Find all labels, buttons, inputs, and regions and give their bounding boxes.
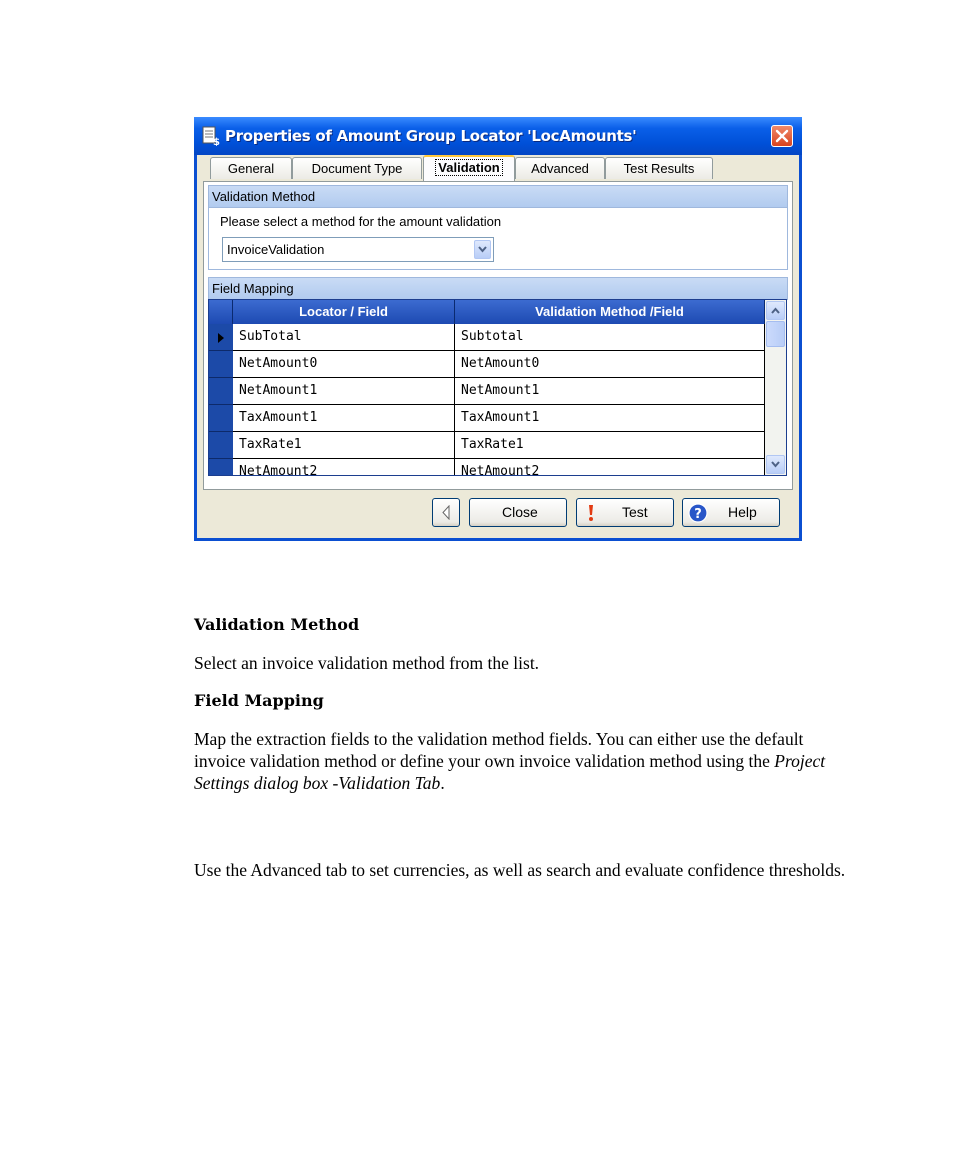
row-selector[interactable] — [209, 351, 233, 378]
locator-field-cell[interactable]: TaxRate1 — [233, 432, 455, 459]
validation-field-cell[interactable]: NetAmount1 — [455, 378, 765, 405]
title-bar[interactable] — [194, 117, 802, 155]
close-button[interactable] — [469, 498, 567, 527]
tab-strip — [197, 155, 799, 181]
paragraph-field-mapping-text: Map the extraction fields to the validation method fields. You can either use the default invoice validation method or define your own invoice validation method using the — [194, 729, 804, 771]
tab-test-results[interactable]: Test Results — [605, 157, 713, 179]
chevron-up-icon — [771, 307, 780, 314]
tab-document-type[interactable]: Document Type — [292, 157, 422, 179]
table-row[interactable] — [209, 405, 765, 432]
row-selector[interactable] — [209, 432, 233, 459]
scroll-thumb[interactable] — [766, 321, 785, 347]
current-row-arrow-icon — [218, 333, 224, 343]
chevron-down-icon — [771, 461, 780, 468]
close-icon — [775, 129, 789, 143]
exclamation-icon — [587, 504, 595, 522]
document-icon — [202, 126, 220, 146]
column-header-locator-field[interactable]: Locator / Field — [233, 300, 455, 324]
heading-validation-method: Validation Method — [194, 615, 360, 634]
arrow-left-icon — [441, 505, 451, 520]
validation-method-group — [208, 208, 788, 270]
validation-method-value: InvoiceValidation — [227, 242, 325, 257]
row-selector[interactable] — [209, 324, 233, 351]
scroll-up-button[interactable] — [766, 301, 785, 320]
table-row[interactable] — [209, 324, 765, 351]
table-row[interactable] — [209, 432, 765, 459]
tab-validation[interactable] — [423, 155, 515, 181]
close-button-label: Close — [502, 504, 538, 520]
project-settings-reference: Project Settings dialog box -Validation Tab — [194, 751, 826, 793]
validation-field-cell[interactable]: TaxAmount1 — [455, 405, 765, 432]
help-button[interactable] — [682, 498, 780, 527]
dialog-title: Properties of Amount Group Locator 'LocAmounts' — [225, 127, 637, 145]
validation-field-cell[interactable]: TaxRate1 — [455, 432, 765, 459]
field-mapping-header: Field Mapping — [208, 277, 788, 300]
field-mapping-grid[interactable] — [208, 299, 787, 476]
validation-method-prompt: Please select a method for the amount validation — [220, 214, 502, 229]
paragraph-field-mapping-end: . — [440, 773, 445, 793]
grid-header — [209, 300, 765, 324]
validation-field-cell[interactable]: Subtotal — [455, 324, 765, 351]
chevron-down-icon — [478, 246, 487, 253]
validation-field-cell[interactable]: NetAmount0 — [455, 351, 765, 378]
close-window-button[interactable] — [771, 125, 793, 147]
dropdown-button[interactable] — [474, 240, 491, 259]
table-row[interactable] — [209, 351, 765, 378]
locator-field-cell[interactable]: TaxAmount1 — [233, 405, 455, 432]
row-selector[interactable] — [209, 405, 233, 432]
svg-text:$: $ — [213, 137, 220, 146]
row-selector[interactable] — [209, 459, 233, 476]
scroll-down-button[interactable] — [766, 455, 785, 474]
paragraph-advanced-tab: Use the Advanced tab to set currencies, as well as search and evaluate confidence thresholds. — [194, 860, 846, 880]
locator-field-cell[interactable]: NetAmount0 — [233, 351, 455, 378]
svg-text:?: ? — [694, 507, 702, 522]
vertical-scrollbar[interactable] — [765, 300, 786, 475]
row-selector[interactable] — [209, 378, 233, 405]
locator-field-cell[interactable]: NetAmount1 — [233, 378, 455, 405]
tab-general[interactable]: General — [210, 157, 292, 179]
heading-field-mapping: Field Mapping — [194, 691, 324, 710]
test-button-label: Test — [622, 504, 648, 520]
table-row[interactable] — [209, 378, 765, 405]
back-button[interactable] — [432, 498, 460, 527]
paragraph-field-mapping — [194, 728, 854, 794]
locator-field-cell[interactable]: NetAmount2 — [233, 459, 455, 476]
grid-corner — [209, 300, 233, 324]
validation-field-cell[interactable]: NetAmount2 — [455, 459, 765, 476]
tab-advanced[interactable]: Advanced — [515, 157, 605, 179]
tab-validation-label: Validation — [435, 159, 502, 176]
test-button[interactable] — [576, 498, 674, 527]
help-icon — [688, 503, 708, 523]
help-button-label: Help — [728, 504, 757, 520]
table-row[interactable] — [209, 459, 765, 476]
validation-method-header: Validation Method — [208, 185, 788, 208]
paragraph-validation-method: Select an invoice validation method from the list. — [194, 653, 540, 673]
locator-field-cell[interactable]: SubTotal — [233, 324, 455, 351]
validation-method-select[interactable] — [222, 237, 494, 262]
column-header-validation-field[interactable]: Validation Method /Field — [455, 300, 765, 324]
